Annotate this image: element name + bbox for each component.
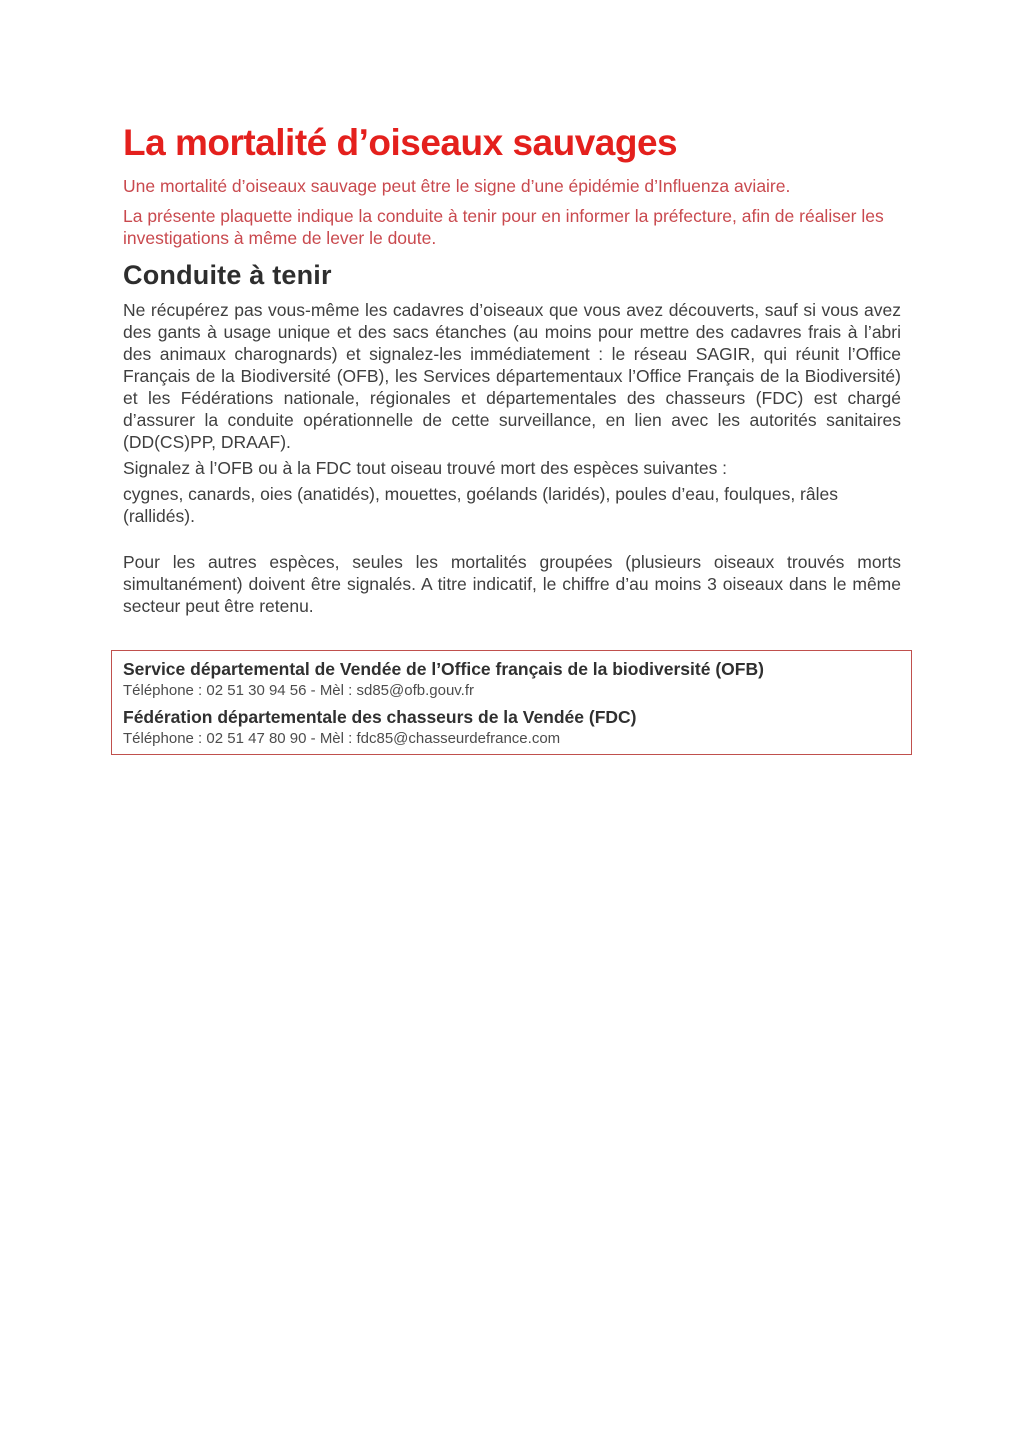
lead-paragraph-purpose: La présente plaquette indique la conduite à tenir pour en informer la préfecture, afin de réaliser les investigations à même de lever le doute. [123,206,884,248]
paragraph-other-species: Pour les autres espèces, seules les mortalités groupées (plusieurs oiseaux trouvés morts simultanément) doivent être signalés. A titre indicatif, le chiffre d’au moins 3 oiseaux dans le même secteur peut être retenu. [123,552,901,616]
lead-paragraph-epidemic: Une mortalité d’oiseaux sauvage peut être le signe d’une épidémie d’Influenza aviaire. [123,176,791,196]
section-heading-conduite: Conduite à tenir [123,260,332,290]
document-title: La mortalité d’oiseaux sauvages [123,122,678,163]
paragraph-species-list: cygnes, canards, oies (anatidés), mouettes, goélands (laridés), poules d’eau, foulques, râles (rallidés). [123,484,838,526]
contact-org-ofb-name: Service départemental de Vendée de l’Office français de la biodiversité (OFB) [123,659,764,679]
contact-org-fdc-name: Fédération départementale des chasseurs de la Vendée (FDC) [123,707,637,727]
paragraph-conduct-instructions: Ne récupérez pas vous-même les cadavres d’oiseaux que vous avez découverts, sauf si vous avez des gants à usage unique et des sacs étanches (au moins pour mettre des cadavres frais à l’abri des animaux charognards) et signalez-les immédiatement : le réseau SAGIR, qui réunit l’Office Français de la Biodiversité (OFB), les Services départementaux l’Office Français de la Biodiversité) et les Fédérations nationale, régionales et départementales des chasseurs (FDC) est chargé d’assurer la conduite opérationnelle de cette surveillance, en lien avec les autorités sanitaires (DD(CS)PP, DRAAF). [123,300,901,452]
contact-box [111,650,912,755]
contact-org-ofb-phone-email: Téléphone : 02 51 30 94 56 - Mèl : sd85@ofb.gouv.fr [123,682,475,699]
contact-org-fdc-phone-email: Téléphone : 02 51 47 80 90 - Mèl : fdc85@chasseurdefrance.com [123,730,561,747]
paragraph-signalez: Signalez à l’OFB ou à la FDC tout oiseau trouvé mort des espèces suivantes : [123,458,728,478]
